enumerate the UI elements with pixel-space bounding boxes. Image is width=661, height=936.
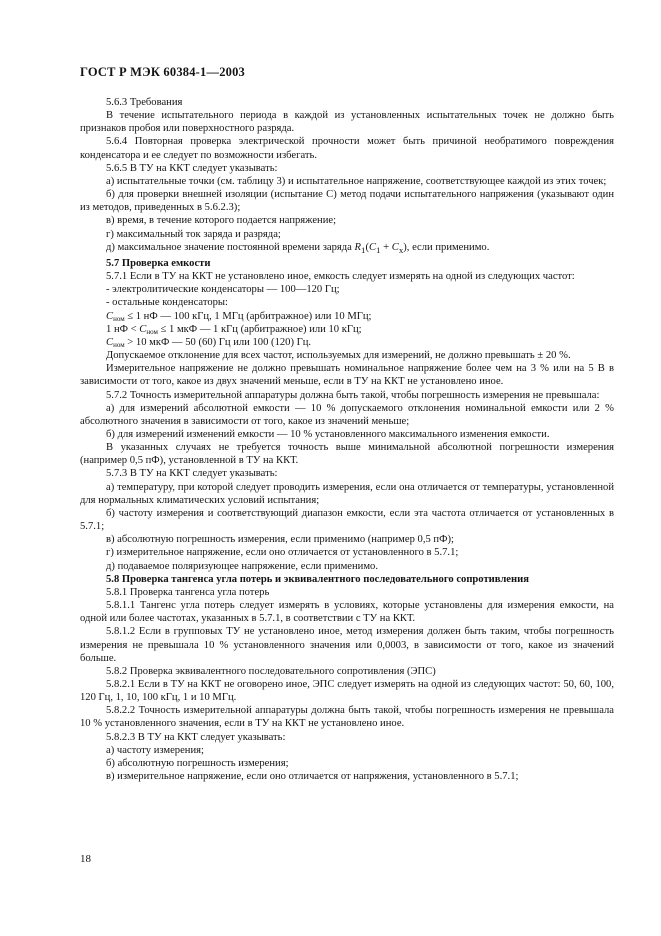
section-heading: 5.8 Проверка тангенса угла потерь и эквивалентного последовательного сопротивления	[106, 573, 529, 585]
page-number: 18	[80, 853, 91, 865]
paragraph: 5.7.3 В ТУ на ККТ следует указывать:	[106, 468, 278, 480]
paragraph: 5.8.1.1 Тангенс угла потерь следует измерять в условиях, которые установлены для измерения емкости, на одной или более частотах, указанных в 5.7.1, в соответствии с ТУ на ККТ.	[80, 600, 614, 625]
list-item: а) частоту измерения;	[106, 744, 204, 756]
paragraph: 5.6.4 Повторная проверка электрической прочности может быть причиной необратимого повреждения конденсатора и ее следует по возможности избегать.	[80, 136, 614, 161]
list-item: д) максимальное значение постоянной времени заряда $R_1(C_1 + C_x)$, если применимо.	[106, 241, 490, 255]
paragraph: 5.8.2.1 Если в ТУ на ККТ не оговорено иное, ЭПС следует измерять на одной из следующих частот: 50, 60, 100, 120 Гц, 1, 10, 100 кГц, 1 и 10 МГц.	[80, 678, 614, 704]
list-item: б) абсолютную погрешность измерения;	[106, 757, 289, 769]
subsection-heading: 5.8.1 Проверка тангенса угла потерь	[106, 586, 270, 598]
document-header: ГОСТ Р МЭК 60384-1—2003	[80, 65, 245, 79]
paragraph: 5.8.1.2 Если в групповых ТУ не установлено иное, метод измерения должен быть таким, чтобы погрешность измерения не превышала 10 % установленного значения или 0,0003, в зависимости от того, какое из значений больше.	[80, 626, 614, 664]
list-item: - электролитические конденсаторы — 100—120 Гц;	[106, 284, 340, 296]
subsection-heading: 5.8.2 Проверка эквивалентного последовательного сопротивления (ЭПС)	[106, 665, 436, 677]
paragraph: 5.6.5 В ТУ на ККТ следует указывать:	[106, 162, 278, 174]
paragraph: 5.8.2.2 Точность измерительной аппаратуры должна быть такой, чтобы погрешность измерения не превышала 10 % установленного значения, если в ТУ на ККТ не установлено иное.	[80, 705, 614, 730]
list-item: г) максимальный ток заряда и разряда;	[106, 228, 281, 240]
list-item: а) температуру, при которой следует проводить измерения, если она отличается от температуры, установленной для нормальных климатических условий испытания;	[80, 481, 614, 506]
paragraph: 5.8.2.3 В ТУ на ККТ следует указывать:	[106, 731, 286, 743]
paragraph: Допускаемое отклонение для всех частот, используемых для измерений, не должно превышать ± 20 %.	[106, 350, 571, 362]
paragraph: Измерительное напряжение не должно превышать номинальное напряжение более чем на 3 % или на 5 В в зависимости от того, какое из двух значений меньше, если в ТУ на ККТ не установлено иное.	[80, 363, 614, 388]
paragraph: 5.7.1 Если в ТУ на ККТ не установлено иное, емкость следует измерять на одной из следующих частот:	[106, 271, 575, 283]
list-item: г) измерительное напряжение, если оно отличается от установленного в 5.7.1;	[106, 547, 459, 559]
list-item: - остальные конденсаторы:	[106, 297, 228, 309]
list-item: б) для измерений изменений емкости — 10 % установленного максимального изменения емкости.	[106, 429, 550, 441]
formula-line: $C_{ном} \le 1$ нФ — 100 кГц, 1 МГц (арбитражное) или 10 МГц;	[106, 310, 372, 323]
paragraph: 5.7.2 Точность измерительной аппаратуры должна быть такой, чтобы погрешность измерения не превышала:	[106, 389, 600, 401]
formula-line: $C_{ном} > 10$ мкФ — 50 (60) Гц или 100 (120) Гц.	[106, 336, 312, 349]
list-item: а) испытательные точки (см. таблицу 3) и испытательное напряжение, соответствующее каждой из этих точек;	[106, 175, 607, 187]
paragraph: 5.6.3 Требования	[106, 97, 183, 108]
page-body	[80, 96, 614, 783]
list-item: в) время, в течение которого подается напряжение;	[106, 215, 337, 227]
list-item: в) измерительное напряжение, если оно отличается от напряжения, установленного в 5.7.1;	[106, 771, 519, 783]
formula-line: 1 нФ < $C_{ном} \le 1$ мкФ — 1 кГц (арбитражное) или 10 кГц;	[106, 323, 362, 336]
paragraph: В течение испытательного периода в каждой из установленных испытательных точек не должно быть признаков пробоя или поверхностного разряда.	[80, 110, 614, 135]
list-item: в) абсолютную погрешность измерения, если применимо (например 0,5 пФ);	[106, 534, 454, 546]
list-item: а) для измерений абсолютной емкости — 10 % допускаемого отклонения номинальной емкости или 2 % абсолютного значения в зависимости от того, какое из значений меньше;	[80, 402, 614, 427]
paragraph: В указанных случаях не требуется точность выше минимальной абсолютной погрешности измерения (например 0,5 пФ), установленной в ТУ на ККТ.	[80, 442, 614, 467]
list-item: б) частоту измерения и соответствующий диапазон емкости, если эта частота отличается от установленных в 5.7.1;	[80, 507, 614, 533]
list-item: б) для проверки внешней изоляции (испытание С) метод подачи испытательного напряжения (указывают один из методов, приведенных в 5.6.2.3);	[80, 189, 614, 214]
list-item: д) подаваемое поляризующее напряжение, если применимо.	[106, 560, 378, 572]
section-heading: 5.7 Проверка емкости	[106, 257, 211, 269]
